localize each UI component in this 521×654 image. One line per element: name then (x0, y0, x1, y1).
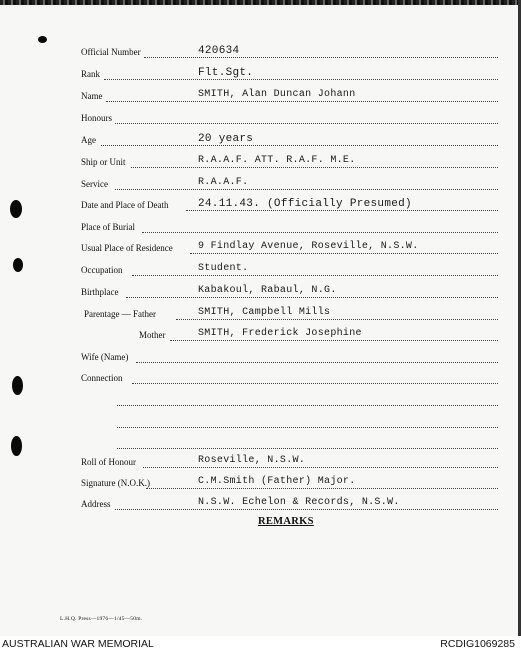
label-name: Name (81, 91, 103, 101)
value-mother: SMITH, Frederick Josephine (198, 328, 362, 339)
dotted-line (186, 210, 498, 211)
connection-blank-line (0, 415, 521, 431)
dotted-line (104, 79, 498, 80)
row-mother (0, 328, 521, 344)
row-honours (0, 111, 521, 127)
dotted-line (176, 319, 498, 320)
value-occupation: Student. (198, 263, 249, 274)
dotted-line (170, 340, 498, 341)
value-official-number: 420634 (198, 45, 240, 57)
punch-hole-top (38, 36, 47, 43)
label-ship-or-unit: Ship or Unit (81, 157, 126, 167)
dotted-line (131, 167, 498, 168)
connection-blank-line (0, 393, 521, 409)
dotted-line (146, 488, 498, 489)
row-birthplace (0, 285, 521, 301)
dotted-line (136, 362, 498, 363)
dotted-line (117, 448, 498, 449)
row-name (0, 89, 521, 105)
label-date-place-death: Date and Place of Death (81, 200, 169, 210)
label-address: Address (81, 499, 111, 509)
row-wife (0, 350, 521, 366)
row-rank (0, 67, 521, 83)
label-official-number: Official Number (81, 47, 141, 57)
label-place-burial: Place of Burial (81, 222, 135, 232)
dotted-line (117, 405, 498, 406)
row-signature (0, 476, 521, 492)
dotted-line (117, 427, 498, 428)
row-roll-of-honour (0, 455, 521, 471)
footer-record-id: RCDIG1069285 (440, 638, 515, 650)
remarks-heading: REMARKS (258, 516, 314, 527)
row-father (0, 307, 521, 323)
value-service: R.A.A.F. (198, 177, 249, 188)
value-birthplace: Kabakoul, Rabaul, N.G. (198, 285, 337, 296)
label-residence: Usual Place of Residence (81, 243, 173, 253)
label-rank: Rank (81, 69, 100, 79)
label-honours: Honours (81, 113, 112, 123)
label-roll-of-honour: Roll of Honour (81, 457, 136, 467)
value-rank: Flt.Sgt. (198, 67, 254, 79)
value-name: SMITH, Alan Duncan Johann (198, 89, 356, 100)
dotted-line (132, 383, 498, 384)
value-residence: 9 Findlay Avenue, Roseville, N.S.W. (198, 241, 419, 252)
dotted-line (143, 467, 498, 468)
label-wife: Wife (Name) (81, 352, 129, 362)
row-connection (0, 371, 521, 387)
row-occupation (0, 263, 521, 279)
dotted-line (106, 101, 498, 102)
label-connection: Connection (81, 373, 123, 383)
value-signature: C.M.Smith (Father) Major. (198, 476, 356, 487)
label-signature: Signature (N.O.K.) (81, 478, 150, 488)
row-official-number (0, 45, 521, 61)
row-residence (0, 241, 521, 257)
label-mother: Mother (139, 330, 166, 340)
value-father: SMITH, Campbell Mills (198, 307, 331, 318)
dotted-line (115, 189, 498, 190)
connection-blank-line (0, 436, 521, 452)
row-address (0, 497, 521, 513)
row-date-place-death (0, 198, 521, 214)
label-birthplace: Birthplace (81, 287, 119, 297)
dotted-line (115, 509, 498, 510)
dotted-line (142, 232, 498, 233)
dotted-line (101, 145, 498, 146)
value-address: N.S.W. Echelon & Records, N.S.W. (198, 497, 400, 508)
row-place-burial (0, 220, 521, 236)
value-age: 20 years (198, 133, 254, 145)
footer-credit: AUSTRALIAN WAR MEMORIAL (2, 638, 154, 650)
label-occupation: Occupation (81, 265, 123, 275)
dotted-line (190, 253, 498, 254)
dotted-line (144, 57, 498, 58)
label-age: Age (81, 135, 96, 145)
value-ship-or-unit: R.A.A.F. ATT. R.A.F. M.E. (198, 155, 356, 166)
row-age (0, 133, 521, 149)
row-ship-or-unit (0, 155, 521, 171)
print-note: L.H.Q. Press—1976—1/45—50m. (60, 616, 143, 622)
label-father: Parentage — Father (84, 309, 156, 319)
value-roll-of-honour: Roseville, N.S.W. (198, 455, 306, 466)
scan-top-edge (0, 0, 521, 5)
dotted-line (126, 297, 498, 298)
label-service: Service (81, 179, 108, 189)
value-date-place-death: 24.11.43. (Officially Presumed) (198, 198, 412, 210)
dotted-line (132, 275, 498, 276)
row-service (0, 177, 521, 193)
dotted-line (115, 123, 498, 124)
